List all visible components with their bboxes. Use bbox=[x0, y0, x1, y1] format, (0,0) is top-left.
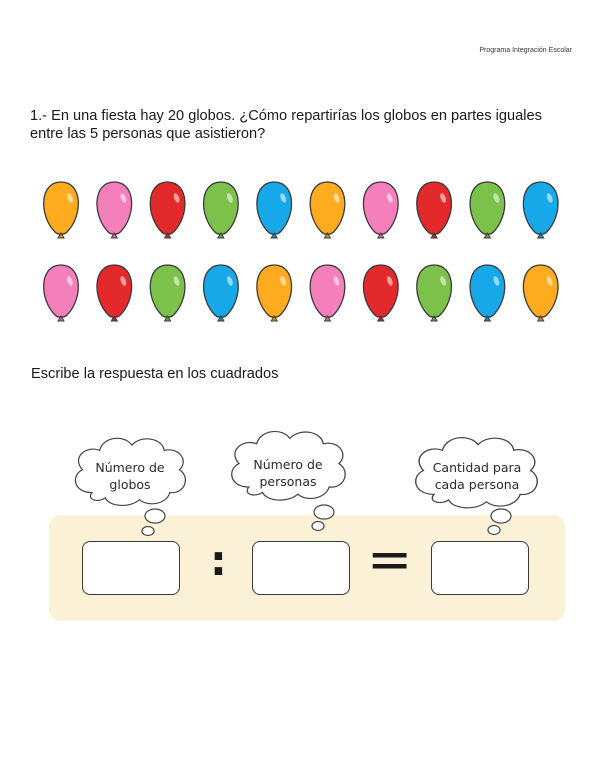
answer-box-cantidad[interactable] bbox=[431, 541, 529, 595]
cloud-label-line: globos bbox=[109, 477, 151, 492]
cloud-label-globos bbox=[88, 459, 172, 493]
cloud-label-line: personas bbox=[259, 474, 317, 489]
question-text: 1.- En una fiesta hay 20 globos. ¿Cómo repartirías los globos en partes iguales entre las 5 personas que asistieron? bbox=[30, 108, 542, 142]
cloud-label-line: cada persona bbox=[434, 477, 520, 492]
cloud-label-line: Número de bbox=[253, 457, 323, 472]
cloud-label-personas bbox=[246, 456, 330, 490]
cloud-puff bbox=[488, 509, 511, 535]
program-header: Programa Integración Escolar bbox=[479, 47, 572, 54]
instruction-text: Escribe la respuesta en los cuadrados bbox=[31, 366, 279, 382]
cloud-puff bbox=[142, 509, 165, 536]
cloud-label-line: Número de bbox=[95, 460, 165, 475]
cloud-label-cantidad bbox=[426, 459, 528, 493]
divide-symbol: : bbox=[210, 536, 227, 585]
cloud-puff bbox=[312, 505, 334, 531]
answer-box-personas[interactable] bbox=[252, 541, 350, 595]
equals-symbol: = bbox=[367, 528, 413, 591]
cloud-label-line: Cantidad para bbox=[432, 460, 522, 475]
answer-box-globos[interactable] bbox=[82, 541, 180, 595]
